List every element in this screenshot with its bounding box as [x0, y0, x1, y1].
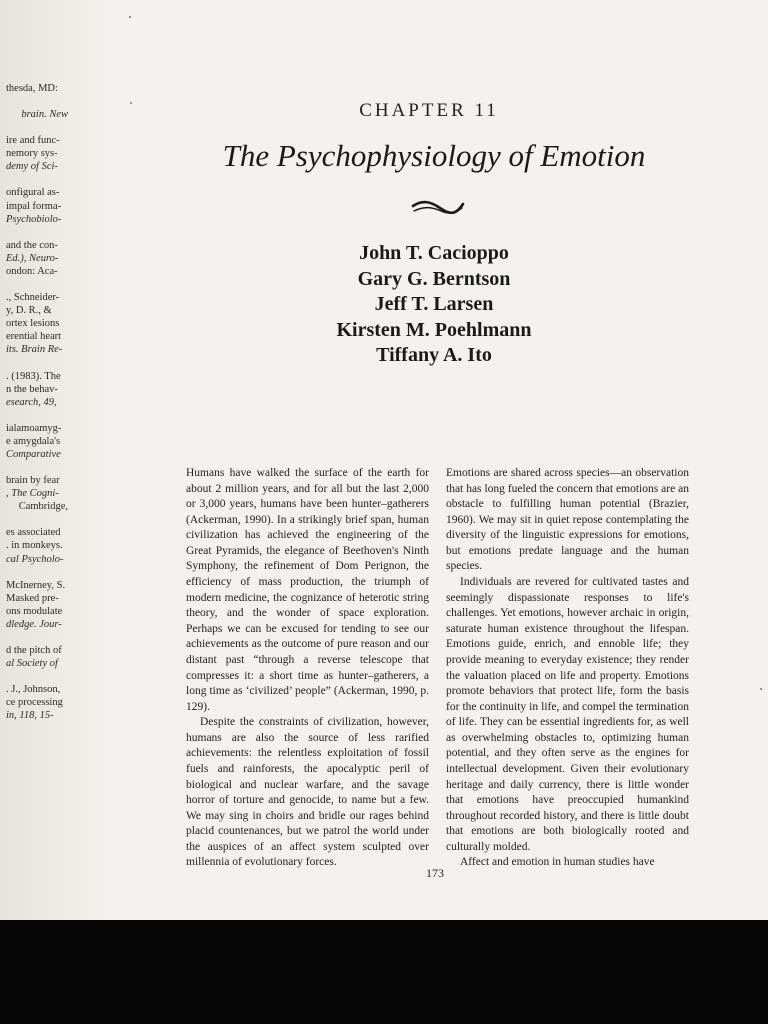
- body-paragraph: Affect and emotion in human studies have: [460, 856, 655, 869]
- scan-speck: [129, 16, 131, 18]
- margin-line: brain by fear: [6, 475, 60, 487]
- margin-line: thesda, MD:: [6, 83, 58, 94]
- body-paragraph: Individuals are revered for cultivated tastes and seemingly dispassionate responses to life's challenges. Yet emotions, however archaic in origin, saturate human existence throughout the lifespan. Emotions guide, enrich, and ennoble life; they provide meaning to everyday existence; they render the valuation placed on life and property. Emotions promote behaviors that protect life, form the basis for the continuity in life, and compel the termination of life. They can be essential ingredients for, as well as overwhelming obstacles to, optimizing human potential, and they often serve as the engines for intellectual development. Given their evolutionary heritage and daily currency, there is little wonder that emotions have preoccupied humankind throughout recorded history, and there is little doubt that emotions are both biologically rooted and culturally molded.: [446, 576, 689, 853]
- flourish-ornament-icon: [410, 198, 466, 218]
- body-paragraph: Emotions are shared across species—an observation that has long fueled the concern that emotions are an obstacle to fulfilling human potential (Brazier, 1960). We may sit in quiet repose contemplating the diversity of the linguistic expressions for emotions, but emotions predate language and the human species.: [446, 467, 689, 573]
- author-name: Gary G. Berntson: [357, 267, 511, 290]
- margin-line: ondon: Aca-: [6, 265, 58, 277]
- margin-gap: [6, 409, 68, 422]
- author-name: Jeff T. Larsen: [374, 293, 494, 315]
- margin-line: . (1983). The: [6, 370, 61, 382]
- margin-line: demy of Sci-: [6, 161, 58, 173]
- margin-line: erential heart: [6, 331, 62, 343]
- margin-line: ons modulate: [6, 605, 63, 617]
- margin-line: es associated: [6, 527, 61, 539]
- margin-line: al Society of: [6, 658, 58, 670]
- margin-line: McInerney, S.: [6, 579, 66, 591]
- author-list: [0, 241, 768, 369]
- margin-line: esearch, 49,: [6, 396, 57, 408]
- margin-gap: [6, 461, 68, 474]
- margin-gap: [6, 226, 68, 239]
- author-name: Kirsten M. Poehlmann: [336, 318, 532, 341]
- scan-speck: [760, 688, 762, 690]
- margin-gap: [6, 121, 68, 134]
- body-paragraph: Humans have walked the surface of the earth for about 2 million years, and for all but the last 2,000 or 3,000 years, humans have been hunter–gatherers (Ackerman, 1990). In a strikingly brief span, human civilization has achieved the engineering of the Great Pyramids, the elegance of Beethoven's Ninth Symphony, the refinement of Dom Perignon, the efficiency of mass production, the triumph of modern medicine, the cognizance of heterotic string theory, and the wonder of space exploration. Perhaps we can be excused for tending to see our achievements as the outcome of pure reason and our distant past “through a reverse telescope that compresses it: a short time as hunter–gatherers, a long time as ‘civilized’ people” (Ackerman, 1990, p. 129).: [186, 467, 429, 713]
- author-name: John T. Cacioppo: [359, 242, 509, 264]
- margin-line: ., Schneider-: [6, 292, 60, 304]
- margin-line: its. Brain Re-: [6, 344, 63, 356]
- margin-gap: [6, 513, 68, 526]
- margin-line: nemory sys-: [6, 148, 58, 160]
- margin-line: Comparative: [6, 448, 61, 460]
- margin-line: n the behav-: [6, 383, 58, 395]
- margin-line: Psychobiolo-: [6, 213, 62, 225]
- margin-line: , The Cogni-: [6, 488, 59, 500]
- author-name: Tiffany A. Ito: [376, 344, 492, 366]
- margin-line: ce processing: [6, 697, 63, 709]
- body-column-left: [186, 466, 429, 871]
- margin-line: . in monkeys.: [6, 540, 63, 552]
- margin-line: in, 118, 15-: [6, 710, 54, 722]
- margin-line: brain. New: [21, 109, 68, 121]
- margin-line: ialamoamyg-: [6, 422, 62, 434]
- margin-gap: [6, 631, 68, 644]
- body-column-right: [446, 466, 689, 871]
- margin-line: and the con-: [6, 239, 58, 251]
- margin-gap: [6, 566, 68, 579]
- margin-gap: [6, 173, 68, 186]
- scanner-shadow: [0, 920, 768, 1024]
- margin-line: Masked pre-: [6, 592, 59, 604]
- margin-line: e amygdala's: [6, 435, 61, 447]
- margin-line: ortex lesions: [6, 318, 60, 330]
- chapter-label: CHAPTER 11: [359, 100, 499, 121]
- margin-gap: [6, 670, 68, 683]
- margin-line: impal forma-: [6, 200, 62, 212]
- margin-line: y, D. R., &: [6, 305, 52, 317]
- body-paragraph: Despite the constraints of civilization, however, humans are also the source of less rarified achievements: the relentless exploitation of fossil fuels and rainforests, the apocalyptic peril of biological and nuclear warfare, and the savage horror of torture and genocide, to name but a few. We may sing in choirs and bridle our rages behind placid countenances, but we patrol the world under the auspices of an affect system sculpted over millennia of evolutionary forces.: [186, 716, 429, 869]
- margin-line: Ed.), Neuro-: [6, 252, 59, 264]
- page-number: 173: [426, 866, 444, 880]
- chapter-title: The Psychophysiology of Emotion: [222, 138, 646, 173]
- scan-speck: [130, 102, 132, 104]
- margin-line: dledge. Jour-: [6, 618, 62, 630]
- margin-line: . J., Johnson,: [6, 684, 61, 696]
- margin-line: ire and func-: [6, 135, 60, 147]
- facing-page-cut-text: [6, 82, 68, 722]
- margin-line: cal Psycholo-: [6, 553, 64, 565]
- margin-line: Cambridge,: [18, 501, 68, 513]
- margin-line: d the pitch of: [6, 645, 62, 656]
- margin-line: onfigural as-: [6, 187, 60, 199]
